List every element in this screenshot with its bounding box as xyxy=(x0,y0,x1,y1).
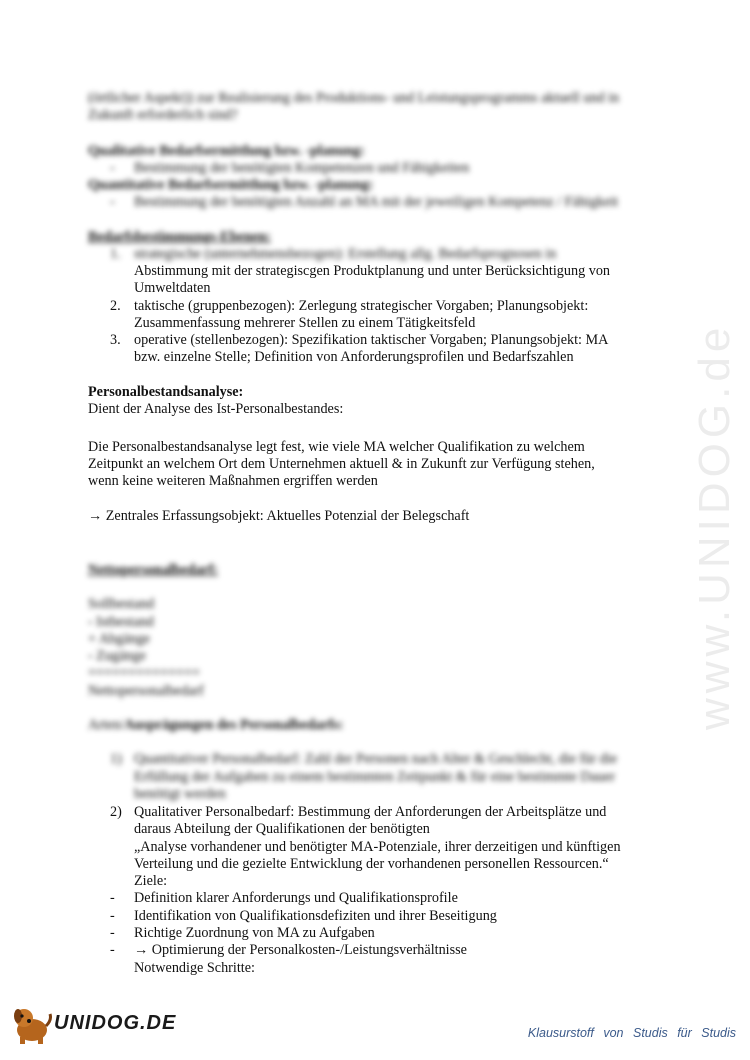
text-line: Zukunft erforderlich sind? xyxy=(88,107,238,124)
bullet-item: - Bestimmung der benötigten Kompetenzen und Fähigkeiten xyxy=(110,159,470,176)
steps-label: Notwendige Schritte: xyxy=(134,959,255,976)
text-line: Dient der Analyse des Ist-Personalbestandes: xyxy=(88,401,344,418)
qualitative-heading: Qualitative Bedarfsermittlung bzw. -planung: xyxy=(88,142,365,159)
dog-icon xyxy=(10,1004,52,1046)
unidog-logo xyxy=(6,990,177,1060)
goal-item: - Richtige Zuordnung von MA zu Aufgaben xyxy=(110,925,375,942)
arrow-line: → Zentrales Erfassungsobjekt: Aktuelles Potenzial der Belegschaft xyxy=(88,508,470,525)
goal-item: - → Optimierung der Personalkosten-/Leistungsverhältnisse xyxy=(110,942,467,959)
list-item: 1) Quantitativer Personalbedarf: Zahl der Personen nach Alter & Geschlecht, die für die xyxy=(110,751,617,768)
text-line: benötigt werden xyxy=(134,785,226,802)
goal-item: - Identifikation von Qualifikationsdefiziten und ihrer Beseitigung xyxy=(110,907,497,924)
level-item: 2. taktische (gruppenbezogen): Zerlegung strategischer Vorgaben; Planungsobjekt: xyxy=(110,297,589,314)
text-line: bzw. einzelne Stelle; Definition von Anforderungsprofilen und Bedarfszahlen xyxy=(134,349,574,366)
logo-text: UNIDOG.DE xyxy=(54,1012,177,1034)
blurred-top-section xyxy=(88,90,619,263)
text-line: Abstimmung mit der strategiscgen Produktplanung und unter Berücksichtigung von xyxy=(134,263,611,279)
bestand-section xyxy=(88,384,595,526)
text-line: (örtlicher Aspekt)) zur Realisierung des Produktions- und Leistungsprogramms aktuell und in xyxy=(88,90,620,106)
text-line: wenn keine weiteren Maßnahmen ergriffen werden xyxy=(88,473,378,490)
list-item: 2) Qualitativer Personalbedarf: Bestimmung der Anforderungen der Arbeitsplätze und xyxy=(110,804,607,820)
text-line: Zeitpunkt an welchem Ort dem Unternehmen aktuell & in Zukunft zur Verfügung stehen, xyxy=(88,455,595,472)
text-line: Die Personalbestandsanalyse legt fest, wie viele MA welcher Qualifikation zu welchem xyxy=(88,438,585,455)
netto-heading: Nettopersonalbedarf: xyxy=(88,562,219,578)
bullet-item: - Bestimmung der benötigten Anzahl an MA mit der jeweiligen Kompetenz / Fähigkeit xyxy=(110,194,619,211)
text-line: Sollbestand xyxy=(88,596,155,613)
qualitative-section xyxy=(88,804,621,977)
levels-list xyxy=(88,263,610,367)
text-line: Nettopersonalbedarf xyxy=(88,682,204,699)
arten-heading: Arten/Ausprägungen des Personalbedarfs: xyxy=(88,717,344,734)
section-heading: Personalbestandsanalyse: xyxy=(88,384,244,400)
text-line: - Zugänge xyxy=(88,648,146,665)
quantitative-heading: Quantitative Bedarfsermittlung bzw. -planung: xyxy=(88,177,374,194)
watermark: www.UNIDOG.de xyxy=(690,322,739,730)
goal-item: - Definition klarer Anforderungs und Qualifikationsprofile xyxy=(110,890,458,907)
quote-line: „Analyse vorhandener und benötigter MA-Potenziale, ihrer derzeitigen und künftigen xyxy=(134,838,621,855)
text-line: + Abgänge xyxy=(88,630,150,647)
footer-slogan: Klausurstoff von Studis für Studis xyxy=(527,1026,736,1040)
quote-line: Verteilung und die gezielte Entwicklung der vorhandenen personellen Ressourcen.“ xyxy=(134,855,609,872)
text-line: Zusammenfassung mehrerer Stellen zu einem Tätigkeitsfeld xyxy=(134,314,476,331)
arrow-icon: → xyxy=(88,508,103,525)
ziele-label: Ziele: xyxy=(134,873,168,890)
text-line: - Istbestand xyxy=(88,613,154,630)
text-line: daraus Abteilung der Qualifikationen der benötigten xyxy=(134,821,430,838)
level-item: 1. strategische (unternehmensbezogen): Erstellung allg. Bedarfsprognosen in xyxy=(110,246,557,263)
text-line: Erfüllung der Aufgaben zu einem bestimmten Zeitpunkt & für eine bestimmte Dauer xyxy=(134,768,616,785)
levels-heading: Bedarfsbestimmungs-Ebenen: xyxy=(88,228,271,245)
level-item: 3. operative (stellenbezogen): Spezifikation taktischer Vorgaben; Planungsobjekt: MA xyxy=(110,332,609,349)
text-line: Umweltdaten xyxy=(134,280,211,297)
blurred-mid-section xyxy=(88,562,617,803)
arrow-icon: → xyxy=(134,942,149,959)
text-line: ============== xyxy=(88,665,201,682)
